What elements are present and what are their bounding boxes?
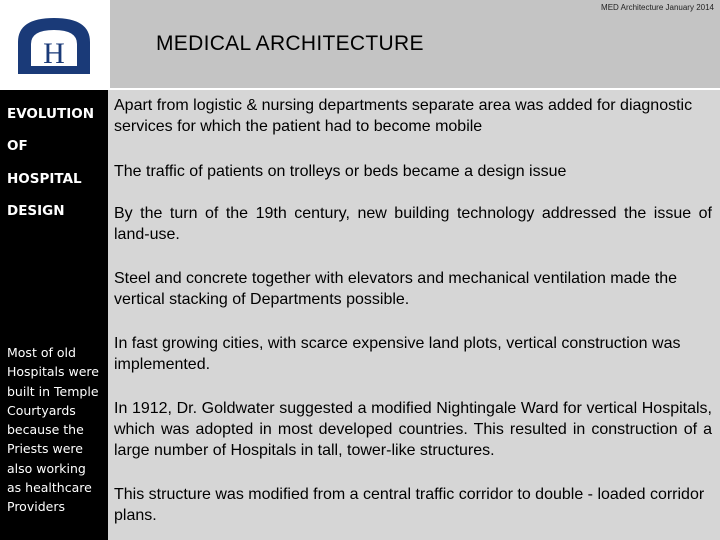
sidebar-heading-hospital: HOSPITAL [7, 171, 82, 187]
paragraph-6: In 1912, Dr. Goldwater suggested a modified Nightingale Ward for vertical Hospitals, which was adopted in most developed countries. This resulted in construction of a large number of Hospitals in tall, tower-like structures. [114, 400, 712, 459]
sidebar-heading-design: DESIGN [7, 203, 65, 219]
header-date: MED Architecture January 2014 [601, 3, 714, 12]
header-bar [108, 0, 720, 90]
paragraph-3: By the turn of the 19th century, new building technology addressed the issue of land-use. [114, 205, 712, 243]
sidebar-note: Most of old Hospitals were built in Temple Courtyards because the Priests were also working as healthcare Providers [7, 345, 99, 515]
paragraph-7: This structure was modified from a central traffic corridor to double - loaded corridor plans. [114, 486, 705, 524]
sidebar-heading-evolution: EVOLUTION [7, 106, 94, 122]
arch-h-logo-icon [14, 14, 94, 76]
logo-letter: H [43, 37, 65, 70]
paragraph-2: The traffic of patients on trolleys or beds became a design issue [114, 163, 567, 180]
sidebar-heading-of: OF [7, 138, 28, 154]
logo-panel [0, 0, 108, 90]
paragraph-5: In fast growing cities, with scarce expensive land plots, vertical construction was implemented. [114, 335, 681, 373]
page-title: MEDICAL ARCHITECTURE [156, 32, 424, 55]
paragraph-1: Apart from logistic & nursing departments separate area was added for diagnostic services for which the patient had to become mobile [114, 97, 693, 135]
paragraph-4: Steel and concrete together with elevators and mechanical ventilation made the vertical stacking of Departments possible. [114, 270, 678, 308]
